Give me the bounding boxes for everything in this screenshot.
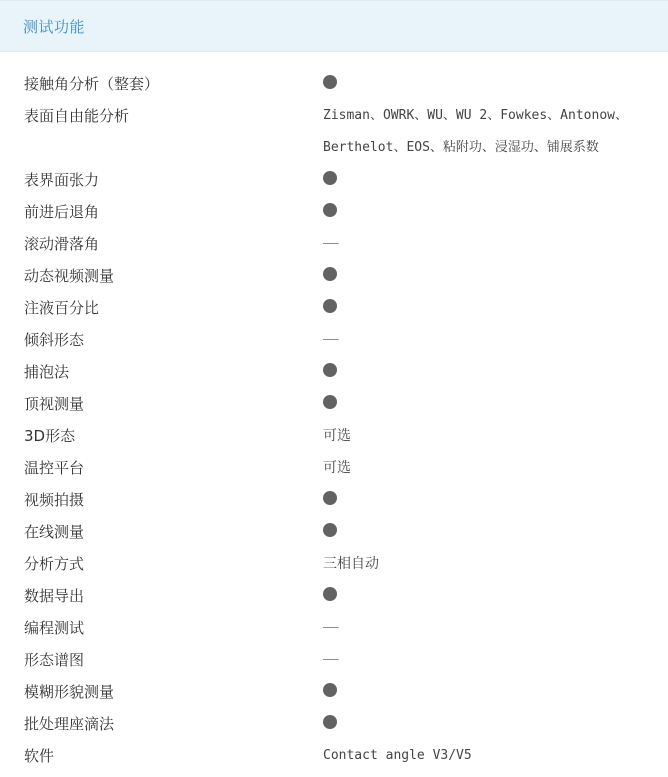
feature-name: 前进后退角: [24, 203, 100, 221]
feature-value: [323, 196, 668, 228]
feature-row: [0, 420, 668, 452]
feature-value: [323, 516, 668, 548]
feature-value: [323, 292, 668, 324]
supported-dot-icon: [323, 683, 337, 697]
feature-name: 分析方式: [24, 555, 85, 573]
feature-row: [0, 260, 668, 292]
feature-name: 顶视测量: [24, 395, 85, 413]
feature-value: [323, 708, 668, 740]
feature-value: Zisman、OWRK、WU、WU 2、Fowkes、Antonow、Berthelot、EOS、粘附功、浸湿功、铺展系数: [323, 108, 628, 155]
feature-name: 表界面张力: [24, 171, 100, 189]
feature-name: 倾斜形态: [24, 331, 85, 349]
feature-row: [0, 516, 668, 548]
feature-value: ——: [323, 652, 339, 667]
feature-name: 批处理座滴法: [24, 715, 115, 733]
section-header: [0, 0, 668, 52]
feature-value: [323, 388, 668, 420]
supported-dot-icon: [323, 203, 337, 217]
feature-row: [0, 388, 668, 420]
supported-dot-icon: [323, 75, 337, 89]
feature-row: [0, 580, 668, 612]
feature-name: 软件: [24, 747, 55, 765]
feature-name: 表面自由能分析: [24, 107, 130, 125]
feature-value: [323, 580, 668, 612]
feature-row: [0, 676, 668, 708]
feature-value: Contact angle V3/V5: [323, 748, 472, 763]
feature-name: 接触角分析（整套）: [24, 75, 160, 93]
feature-row: [0, 292, 668, 324]
feature-name: 滚动滑落角: [24, 235, 100, 253]
feature-value: [323, 356, 668, 388]
feature-row: [0, 100, 668, 164]
supported-dot-icon: [323, 491, 337, 505]
supported-dot-icon: [323, 267, 337, 281]
feature-name: 3D形态: [24, 427, 76, 445]
feature-row: [0, 484, 668, 516]
feature-table: [0, 68, 668, 772]
feature-value: [323, 676, 668, 708]
feature-value: ——: [323, 236, 339, 251]
feature-value: [323, 260, 668, 292]
supported-dot-icon: [323, 587, 337, 601]
feature-name: 数据导出: [24, 587, 85, 605]
supported-dot-icon: [323, 299, 337, 313]
feature-row: [0, 708, 668, 740]
feature-value: ——: [323, 620, 339, 635]
feature-name: 模糊形貌测量: [24, 683, 115, 701]
feature-name: 视频拍摄: [24, 491, 85, 509]
supported-dot-icon: [323, 363, 337, 377]
feature-row: [0, 644, 668, 676]
supported-dot-icon: [323, 715, 337, 729]
feature-row: [0, 228, 668, 260]
feature-value: [323, 68, 668, 100]
feature-value: 可选: [323, 428, 351, 444]
feature-value: 可选: [323, 460, 351, 476]
feature-name: 温控平台: [24, 459, 85, 477]
feature-name: 形态谱图: [24, 651, 85, 669]
feature-row: [0, 612, 668, 644]
feature-value: ——: [323, 332, 339, 347]
feature-value: [323, 164, 668, 196]
feature-row: [0, 196, 668, 228]
supported-dot-icon: [323, 523, 337, 537]
feature-row: [0, 164, 668, 196]
feature-row: [0, 548, 668, 580]
section-title: 测试功能: [23, 17, 86, 36]
supported-dot-icon: [323, 171, 337, 185]
feature-name: 注液百分比: [24, 299, 100, 317]
feature-row: [0, 452, 668, 484]
feature-row: [0, 68, 668, 100]
supported-dot-icon: [323, 395, 337, 409]
feature-row: [0, 356, 668, 388]
feature-name: 捕泡法: [24, 363, 70, 381]
feature-row: [0, 324, 668, 356]
feature-value: [323, 484, 668, 516]
feature-name: 动态视频测量: [24, 267, 115, 285]
feature-value: 三相自动: [323, 556, 379, 572]
feature-name: 在线测量: [24, 523, 85, 541]
feature-row: [0, 740, 668, 772]
feature-name: 编程测试: [24, 619, 85, 637]
